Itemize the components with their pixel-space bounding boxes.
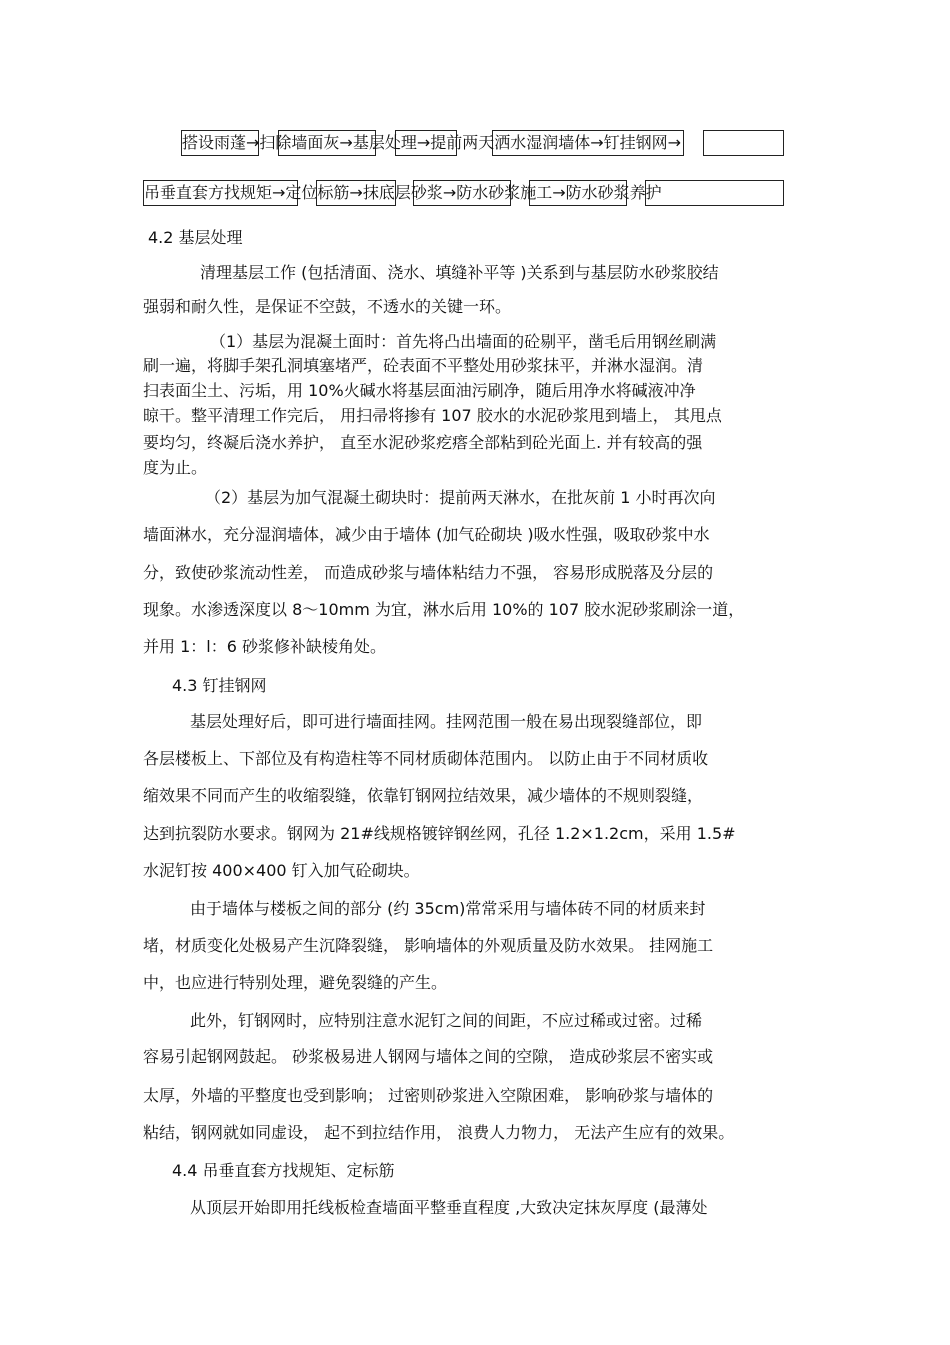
flow-text-row2: 吊垂直套方找规矩→定位标筋→抹底层砂浆→防水砂浆施工→防水砂浆养护 — [144, 183, 662, 202]
paragraph-line: 由于墙体与楼板之间的部分 (约 35cm)常常采用与墙体砖不同的材质来封 — [190, 899, 706, 918]
section-heading: 4.3 钉挂钢网 — [172, 676, 267, 695]
paragraph-line: 此外，钉钢网时，应特别注意水泥钉之间的间距，不应过稀或过密。过稀 — [190, 1011, 703, 1030]
paragraph-line: 分，致使砂浆流动性差， 而造成砂浆与墙体粘结力不强， 容易形成脱落及分层的 — [143, 563, 714, 582]
flow-box — [703, 130, 784, 156]
paragraph-line: （2）基层为加气混凝土砌块时：提前两天淋水，在批灰前 1 小时再次向 — [205, 488, 716, 507]
paragraph-line: 要均匀，终凝后浇水养护， 直至水泥砂浆疙瘩全部粘到砼光面上. 并有较高的强 — [143, 433, 703, 452]
paragraph-line: 太厚，外墙的平整度也受到影响； 过密则砂浆进入空隙困难， 影响砂浆与墙体的 — [143, 1086, 714, 1105]
paragraph-line: 刷一遍，将脚手架孔洞填塞堵严，砼表面不平整处用砂浆抹平，并淋水湿润。清 — [143, 356, 704, 375]
paragraph-line: （1）基层为混凝土面时：首先将凸出墙面的砼剔平，凿毛后用钢丝刷满 — [210, 332, 717, 351]
flow-row-2 — [0, 178, 950, 208]
paragraph-line: 粘结，钢网就如同虚设， 起不到拉结作用， 浪费人力物力， 无法产生应有的效果。 — [143, 1123, 735, 1142]
paragraph-line: 清理基层工作 (包括清面、浇水、填缝补平等 )关系到与基层防水砂浆胶结 — [200, 263, 719, 282]
paragraph-line: 堵，材质变化处极易产生沉降裂缝， 影响墙体的外观质量及防水效果。 挂网施工 — [143, 936, 714, 955]
paragraph-line: 水泥钉按 400×400 钉入加气砼砌块。 — [143, 861, 420, 880]
paragraph-line: 度为止。 — [143, 458, 208, 477]
paragraph-line: 从顶层开始即用托线板检查墙面平整垂直程度 ,大致决定抹灰厚度 (最薄处 — [190, 1198, 708, 1217]
flow-box — [645, 180, 784, 206]
paragraph-line: 晾干。整平清理工作完后， 用扫帚将掺有 107 胶水的水泥砂浆甩到墙上， 其甩点 — [143, 406, 722, 425]
paragraph-line: 各层楼板上、下部位及有构造柱等不同材质砌体范围内。 以防止由于不同材质收 — [143, 749, 709, 768]
flow-text-row1: 搭设雨蓬→扫除墙面灰→基层处理→提前两天洒水湿润墙体→钉挂钢网→ — [182, 133, 682, 152]
flow-row-1 — [0, 128, 950, 158]
section-heading: 4.2 基层处理 — [148, 228, 243, 247]
paragraph-line: 基层处理好后，即可进行墙面挂网。挂网范围一般在易出现裂缝部位，即 — [190, 712, 703, 731]
paragraph-line: 并用 1：l：6 砂浆修补缺棱角处。 — [143, 637, 386, 656]
paragraph-line: 强弱和耐久性，是保证不空鼓，不透水的关键一环。 — [143, 297, 512, 316]
paragraph-line: 扫表面尘土、污垢，用 10%火碱水将基层面油污刷净，随后用净水将碱液冲净 — [143, 381, 696, 400]
paragraph-line: 达到抗裂防水要求。钢网为 21#线规格镀锌钢丝网，孔径 1.2×1.2cm，采用 1.5# — [143, 824, 736, 843]
paragraph-line: 墙面淋水，充分湿润墙体，减少由于墙体 (加气砼砌块 )吸水性强，吸取砂浆中水 — [143, 525, 710, 544]
paragraph-line: 中，也应进行特别处理，避免裂缝的产生。 — [143, 973, 448, 992]
paragraph-line: 缩效果不同而产生的收缩裂缝，依靠钉钢网拉结效果，减少墙体的不规则裂缝， — [143, 786, 704, 805]
paragraph-line: 容易引起钢网鼓起。 砂浆极易进人钢网与墙体之间的空隙， 造成砂浆层不密实或 — [143, 1047, 714, 1066]
paragraph-line: 现象。水渗透深度以 8～10mm 为宜，淋水后用 10%的 107 胶水泥砂浆刷涂一道， — [143, 600, 745, 619]
section-heading: 4.4 吊垂直套方找规矩、定标筋 — [172, 1161, 395, 1180]
